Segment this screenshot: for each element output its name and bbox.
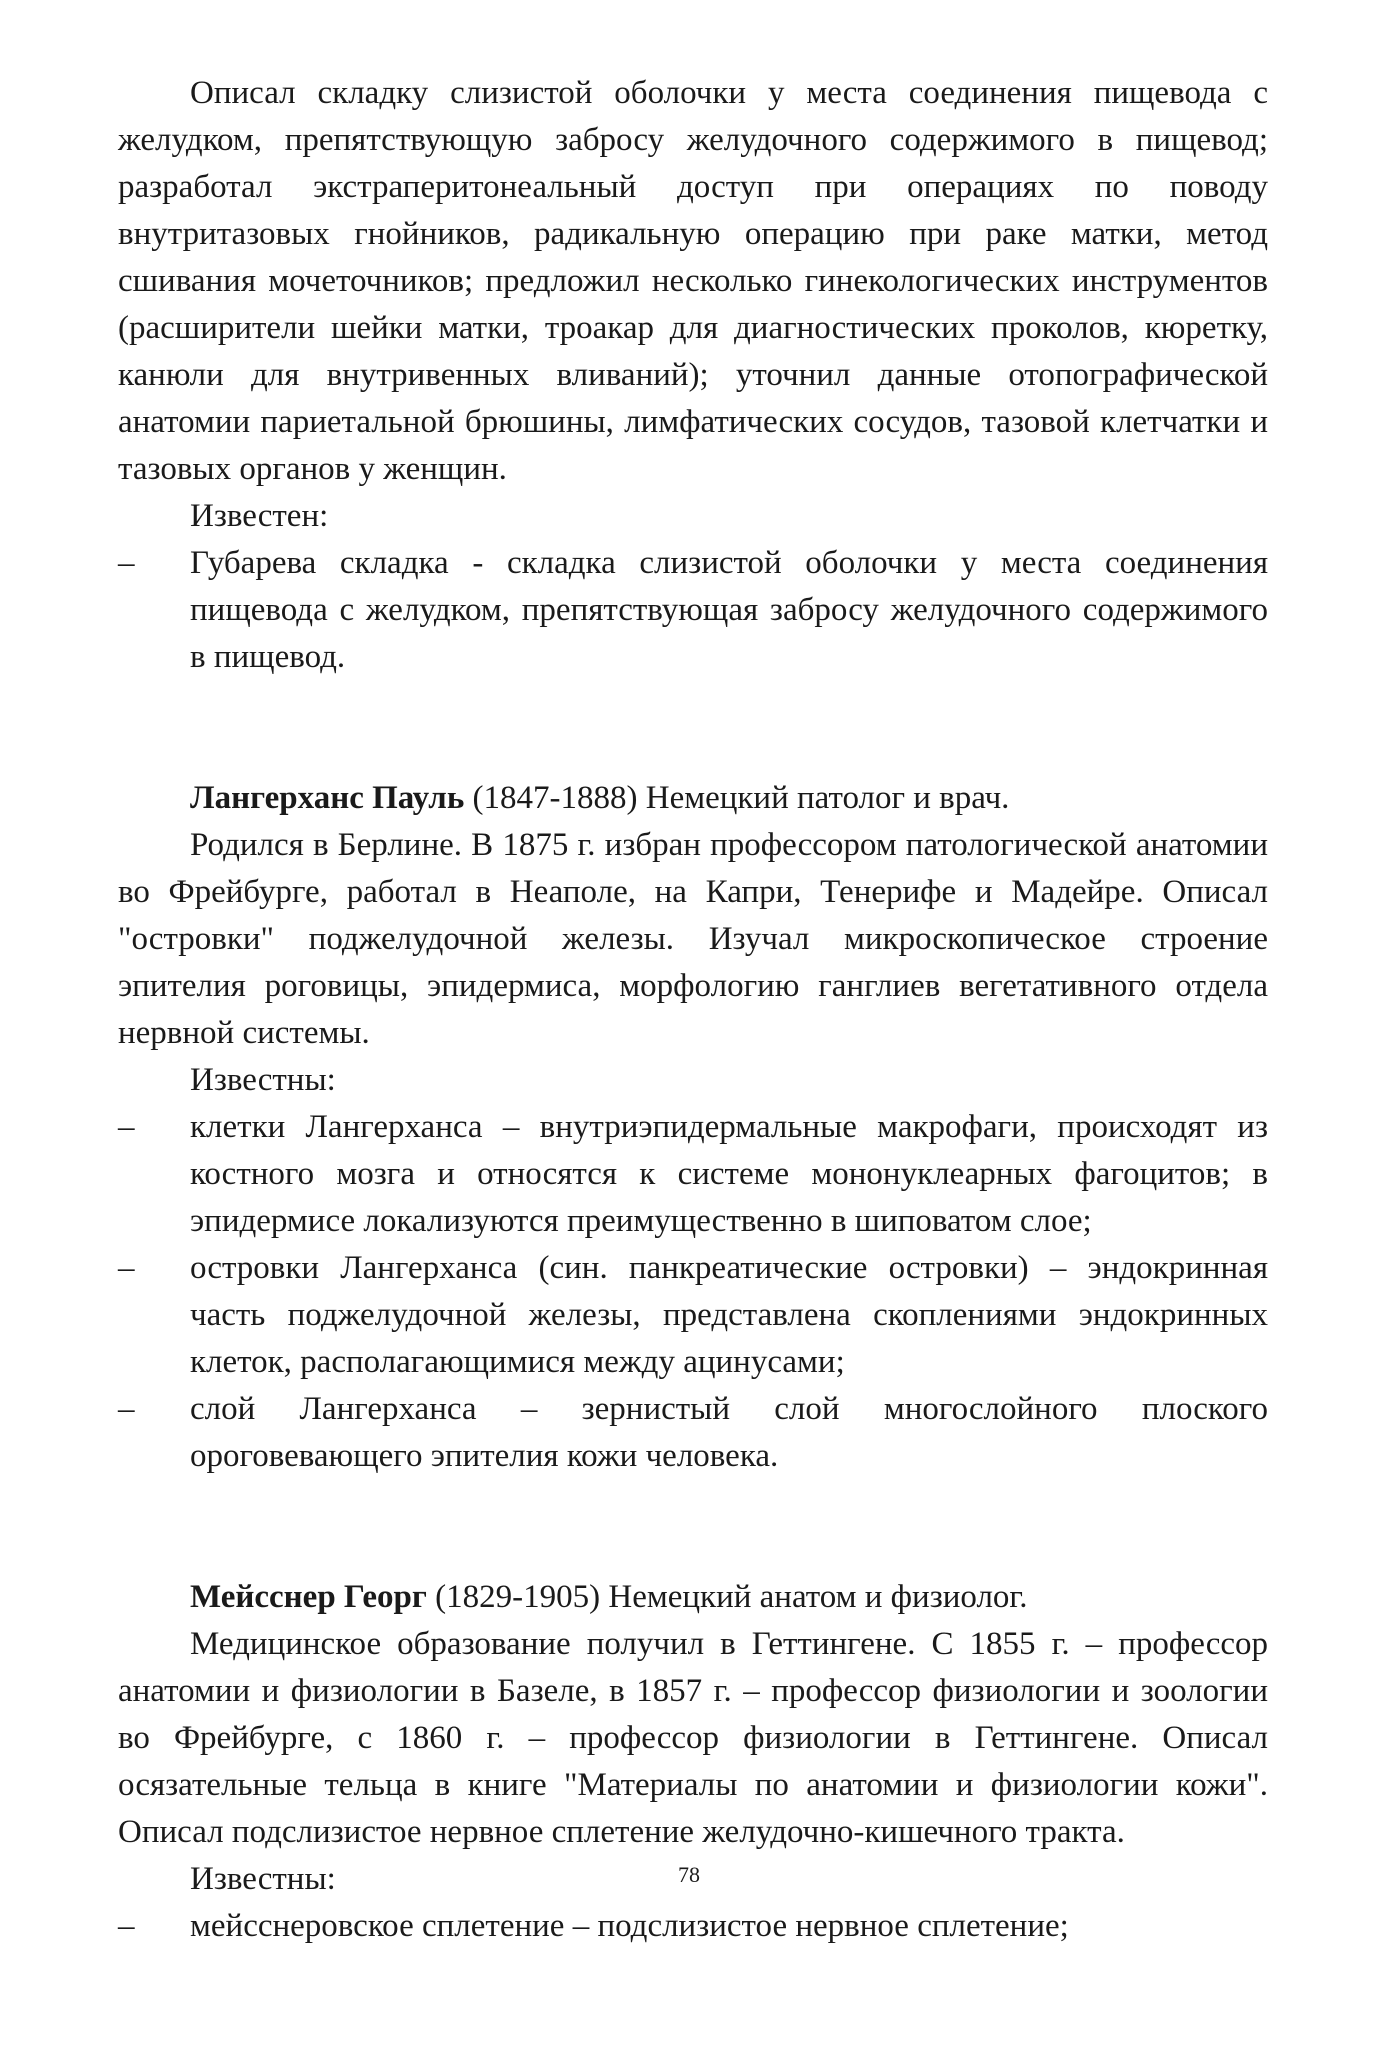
- bullet-text: Губарева складка - складка слизистой оболочки у места соединения пищевода с желудком, препятствующая забросу желудочного содержимого в пищевод.: [190, 545, 1268, 675]
- bullet-dash: –: [118, 1109, 135, 1145]
- intro-known-label: Известен:: [190, 498, 329, 534]
- langerhans-section: [118, 775, 1268, 1480]
- page-body: [118, 70, 1268, 1950]
- meissner-heading-rest: (1829-1905) Немецкий анатом и физиолог.: [426, 1579, 1028, 1615]
- bullet-dash: –: [118, 1908, 135, 1944]
- bullet-text: слой Лангерханса – зернистый слой многослойного плоского ороговевающего эпителия кожи человека.: [190, 1391, 1268, 1474]
- intro-paragraph: Описал складку слизистой оболочки у места соединения пищевода с желудком, препятствующую забросу желудочного содержимого в пищевод; разработал экстраперитонеальный доступ при операциях по поводу внутритазовых гнойников, радикальную операцию при раке матки, метод сшивания мочеточников; предложил несколько гинекологических инструментов (расширители шейки матки, троакар для диагностических проколов, кюретку, канюли для внутривенных вливаний); уточнил данные отопографической анатомии париетальной брюшины, лимфатических сосудов, тазовой клетчатки и тазовых органов у женщин.: [118, 75, 1268, 487]
- bullet-text: мейсснеровское сплетение – подслизистое нервное сплетение;: [190, 1908, 1069, 1944]
- meissner-paragraph: Медицинское образование получил в Геттингене. С 1855 г. – профессор анатомии и физиологии в Базеле, в 1857 г. – профессор физиологии и зоологии во Фрейбурге, с 1860 г. – профессор физиологии в Геттингене. Описал осязательные тельца в книге "Материалы по анатомии и физиологии кожи". Описал подслизистое нервное сплетение желудочно-кишечного тракта.: [118, 1626, 1268, 1850]
- list-item: [118, 540, 1268, 681]
- langerhans-heading: [118, 775, 1268, 822]
- meissner-section: [118, 1574, 1268, 1950]
- list-item: [118, 1386, 1268, 1480]
- list-item: [118, 1245, 1268, 1386]
- bullet-text: клетки Лангерханса – внутриэпидермальные макрофаги, происходят из костного мозга и относятся к системе мононуклеарных фагоцитов; в эпидермисе локализуются преимущественно в шиповатом слое;: [190, 1109, 1268, 1239]
- bullet-dash: –: [118, 545, 135, 581]
- langerhans-paragraph: Родился в Берлине. В 1875 г. избран профессором патологической анатомии во Фрейбурге, работал в Неаполе, на Капри, Тенерифе и Мадейре. Описал "островки" поджелудочной железы. Изучал микроскопическое строение эпителия роговицы, эпидермиса, морфологию ганглиев вегетативного отдела нервной системы.: [118, 827, 1268, 1051]
- langerhans-name: Лангерханс Пауль: [190, 780, 465, 816]
- meissner-known-label: Известны:: [190, 1861, 336, 1897]
- meissner-name: Мейсснер Георг: [190, 1579, 427, 1615]
- bullet-dash: –: [118, 1391, 135, 1427]
- section-gap: [118, 681, 1268, 775]
- page-number: 78: [678, 1862, 700, 1887]
- langerhans-known-label: Известны:: [190, 1062, 336, 1098]
- list-item: [118, 1903, 1268, 1950]
- list-item: [118, 1104, 1268, 1245]
- bullet-dash: –: [118, 1250, 135, 1286]
- section-gap: [118, 1480, 1268, 1574]
- meissner-heading: [118, 1574, 1268, 1621]
- langerhans-heading-rest: (1847-1888) Немецкий патолог и врач.: [464, 780, 1010, 816]
- intro-section: [118, 70, 1268, 681]
- bullet-text: островки Лангерханса (син. панкреатические островки) – эндокринная часть поджелудочной железы, представлена скоплениями эндокринных клеток, располагающимися между ацинусами;: [190, 1250, 1268, 1380]
